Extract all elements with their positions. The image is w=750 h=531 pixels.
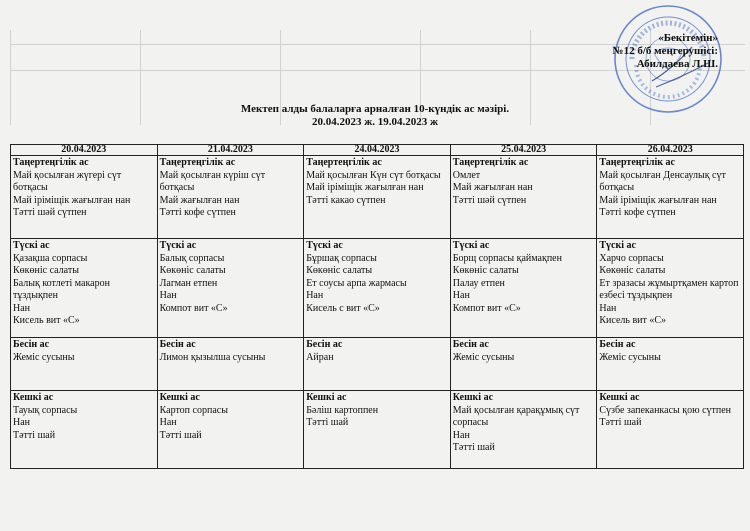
meal-heading: Түскі ас [452,240,490,251]
menu-item: Тәтті шай [306,417,349,428]
menu-item: Нан [159,417,177,428]
menu-item: Харчо сорпасы [599,252,664,264]
menu-item: Тәтті шәй сүтпен [452,194,527,206]
meal-heading: Бесін ас [306,339,343,350]
menu-item: Нан [159,290,177,301]
meal-heading: Таңертеңгілік ас [159,157,236,168]
menu-item: Көкөніс салаты [306,265,373,276]
date-header: 25.04.2023 [450,145,597,156]
date-header: 21.04.2023 [157,145,304,156]
meal-heading: Кешкі ас [306,392,347,403]
dinner-row [11,391,744,469]
meal-heading: Таңертеңгілік ас [13,157,89,168]
menu-item: Май қосылған Күн сүт ботқасы [306,169,441,181]
menu-item: Тәтті шай [159,429,202,441]
menu-item: Балық сорпасы [159,252,225,264]
menu-item: Нан [13,417,31,428]
menu-item: Нан [13,302,31,314]
date-header: 26.04.2023 [597,145,744,156]
menu-item: Жеміс сусыны [599,351,661,363]
meal-heading: Таңертеңгілік ас [306,157,382,168]
menu-cell [157,391,304,469]
page-title: Мектеп алды балаларға арналған 10-күндік ас мәзірі. [240,103,510,115]
menu-cell [11,391,158,469]
meal-heading: Бесін ас [159,339,196,350]
menu-cell [304,239,451,338]
meal-heading: Таңертеңгілік ас [452,157,529,168]
menu-cell [597,239,744,338]
date-header: 24.04.2023 [304,145,451,156]
menu-item: Компот вит «С» [159,302,228,314]
menu-item: Бәліш картоппен [306,404,379,416]
menu-item: Нан [452,290,470,301]
menu-item: Нан [452,429,470,441]
approval-block [578,32,718,71]
menu-item: Балық котлеті макарон тұздықпен [13,277,110,301]
menu-table [10,144,744,469]
date-range: 20.04.2023 ж. 19.04.2023 ж [312,116,438,128]
menu-cell [11,239,158,338]
menu-item: Жеміс сусыны [452,351,515,363]
menu-item: Кисель с вит «С» [306,302,380,314]
menu-item: Лимон қызылша сусыны [159,351,266,363]
meal-heading: Кешкі ас [13,392,54,403]
menu-item: Омлет [452,169,481,181]
menu-cell [450,239,597,338]
menu-item: Көкөніс салаты [599,265,666,276]
menu-item: Көкөніс салаты [13,265,79,276]
menu-item: Тәтті шәй сүтпен [13,207,87,218]
menu-item: Лагман етпен [159,277,218,289]
menu-item: Борщ сорпасы қаймақпен [452,252,562,264]
approval-heading: «Бекітемін» [658,32,718,44]
menu-item: Айран [306,351,334,363]
menu-cell [304,338,451,391]
menu-cell [304,391,451,469]
menu-item: Қазақша сорпасы [13,252,88,264]
meal-heading: Бесін ас [13,339,50,350]
meal-heading: Түскі ас [159,240,197,251]
menu-item: Май қосылған жүгері сүт ботқасы [13,169,122,193]
menu-item: Май іріміщік жағылған нан [306,182,424,193]
menu-cell [157,156,304,239]
menu-cell [304,156,451,239]
menu-cell [597,338,744,391]
menu-item: Май жағылған нан [452,182,533,193]
menu-item: Картоп сорпасы [159,404,228,416]
menu-cell [450,156,597,239]
menu-cell [11,156,158,239]
menu-cell [450,391,597,469]
menu-item: Май қосылған күріш сүт ботқасы [159,169,266,193]
menu-item: Жеміс сусыны [13,351,75,363]
menu-item: Компот вит «С» [452,302,521,314]
menu-item: Май қосылған Денсаулық сүт ботқасы [599,169,726,193]
lunch-row [11,239,744,338]
meal-heading: Бесін ас [452,339,489,350]
menu-item: Май іріміщік жағылған нан [599,194,717,206]
date-header-row [11,145,744,156]
menu-cell [597,156,744,239]
menu-item: Нан [599,302,617,314]
menu-item: Май жағылған нан [159,194,240,206]
meal-heading: Таңертеңгілік ас [599,157,675,168]
meal-heading: Кешкі ас [159,392,200,403]
menu-item: Кисель вит «С» [13,315,80,326]
menu-item: Ет соусы арпа жармасы [306,277,407,289]
menu-cell [157,338,304,391]
menu-item: Ет зразасы жұмыртқамен картоп езбесі тұздықпен [599,277,739,301]
menu-item: Тауық сорпасы [13,404,78,416]
meal-heading: Түскі ас [306,240,343,251]
menu-item: Бұршақ сорпасы [306,252,377,264]
menu-item: Сүзбе запеканкасы қою сүтпен [599,404,732,416]
menu-item: Тәтті какао сүтпен [306,194,386,206]
menu-item: Тәтті кофе сүтпен [159,207,236,218]
menu-cell [11,338,158,391]
meal-heading: Бесін ас [599,339,636,350]
meal-heading: Түскі ас [599,240,636,251]
approval-signatory: Абилдаева Л.Ш. [636,58,718,70]
breakfast-row [11,156,744,239]
date-header: 20.04.2023 [11,145,158,156]
approval-position: №12 б/б меңгерушісі: [612,45,718,57]
menu-item: Кисель вит «С» [599,315,667,326]
menu-item: Тәтті шай [452,442,495,453]
menu-item: Көкөніс салаты [452,265,519,276]
menu-cell [450,338,597,391]
menu-cell [157,239,304,338]
menu-item: Тәтті шай [13,429,56,441]
menu-item: Нан [306,290,324,301]
menu-item: Май іріміщік жағылған нан [13,194,131,206]
menu-item: Май қосылған қарақұмық сүт сорпасы [452,404,580,428]
meal-heading: Кешкі ас [599,392,640,403]
menu-item: Тәтті кофе сүтпен [599,207,676,218]
menu-item: Палау етпен [452,277,505,289]
menu-item: Тәтті шай [599,417,642,428]
menu-item: Көкөніс салаты [159,265,226,276]
meal-heading: Кешкі ас [452,392,494,403]
snack-row [11,338,744,391]
menu-cell [597,391,744,469]
meal-heading: Түскі ас [13,240,50,251]
